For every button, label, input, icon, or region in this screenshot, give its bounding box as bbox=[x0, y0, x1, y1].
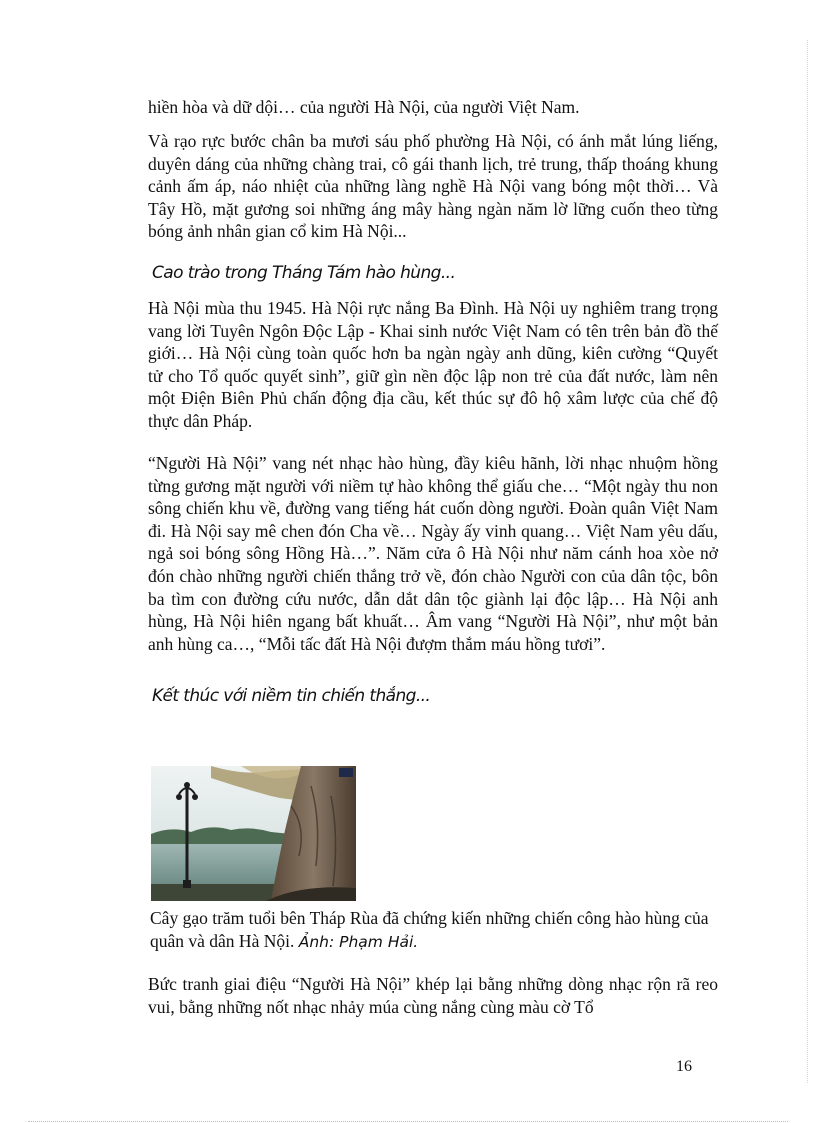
paragraph-closing: Bức tranh giai điệu “Người Hà Nội” khép lại bằng những dòng nhạc rộn rã reo vui, bằng những nốt nhạc nhảy múa cùng nắng cùng màu cờ Tổ bbox=[148, 974, 718, 1017]
section-heading-victory: Kết thúc với niềm tin chiến thắng... bbox=[152, 686, 431, 706]
section-heading-august: Cao trào trong Tháng Tám hào hùng... bbox=[152, 263, 456, 283]
photo-credit: Ảnh: Phạm Hải. bbox=[298, 932, 419, 951]
page-bottom-rule bbox=[28, 1121, 788, 1122]
photo-kapok-tree-hoan-kiem bbox=[151, 766, 356, 901]
paragraph-streets: Và rạo rực bước chân ba mươi sáu phố phường Hà Nội, có ánh mắt lúng liếng, duyên dáng của những chàng trai, cô gái thanh lịch, trẻ trung, thấp thoáng khung cảnh ấm áp, náo nhiệt của những làng nghề Hà Nội vang bóng một thời… Và Tây Hồ, mặt gương soi những áng mây hàng ngàn năm lờ lững cuốn theo từng bóng ảnh nhân gian cổ kim Hà Nội... bbox=[148, 131, 718, 242]
page-number: 16 bbox=[676, 1058, 692, 1075]
photo-caption bbox=[150, 907, 710, 953]
paragraph-autumn-1945: Hà Nội mùa thu 1945. Hà Nội rực nắng Ba Đình. Hà Nội uy nghiêm trang trọng vang lời Tuyên Ngôn Độc Lập - Khai sinh nước Việt Nam có tên trên bản đồ thế giới… Hà Nội cùng toàn quốc hơn ba ngàn ngày anh dũng, kiên cường “Quyết tử cho Tổ quốc quyết sinh”, giữ gìn nền độc lập non trẻ của đất nước, làm nên một Điện Biên Phủ chấn động địa cầu, kết thúc sự đô hộ xâm lược của chế độ thực dân Pháp. bbox=[148, 298, 718, 431]
paragraph-intro: hiền hòa và dữ dội… của người Hà Nội, của người Việt Nam. bbox=[148, 97, 580, 117]
page-edge-rule bbox=[807, 40, 808, 1083]
caption-text: Cây gạo trăm tuổi bên Tháp Rùa đã chứng kiến những chiến công hào hùng của quân và dân Hà Nội. bbox=[150, 908, 709, 951]
paragraph-song: “Người Hà Nội” vang nét nhạc hào hùng, đầy kiêu hãnh, lời nhạc nhuộm hồng từng gương mặt người với niềm tự hào không thể giấu che… “Một ngày thu non sông chiến khu về, đường vang tiếng hát cuốn dòng người. Đoàn quân Việt Nam đi. Hà Nội say mê chen đón Cha về… Ngày ấy vinh quang… Việt Nam yêu dấu, ngả soi bóng sông Hồng Hà…”. Năm cửa ô Hà Nội như năm cánh hoa xòe nở đón chào những người chiến thắng trở về, đón chào Người con của dân tộc, bôn ba tìm con đường cứu nước, dẫn dắt dân tộc giành lại độc lập… Hà Nội anh hùng, Hà Nội hiên ngang bất khuất… Âm vang “Người Hà Nội”, như một bản anh hùng ca…, “Mỗi tấc đất Hà Nội đượm thắm máu hồng tươi”. bbox=[148, 453, 718, 654]
